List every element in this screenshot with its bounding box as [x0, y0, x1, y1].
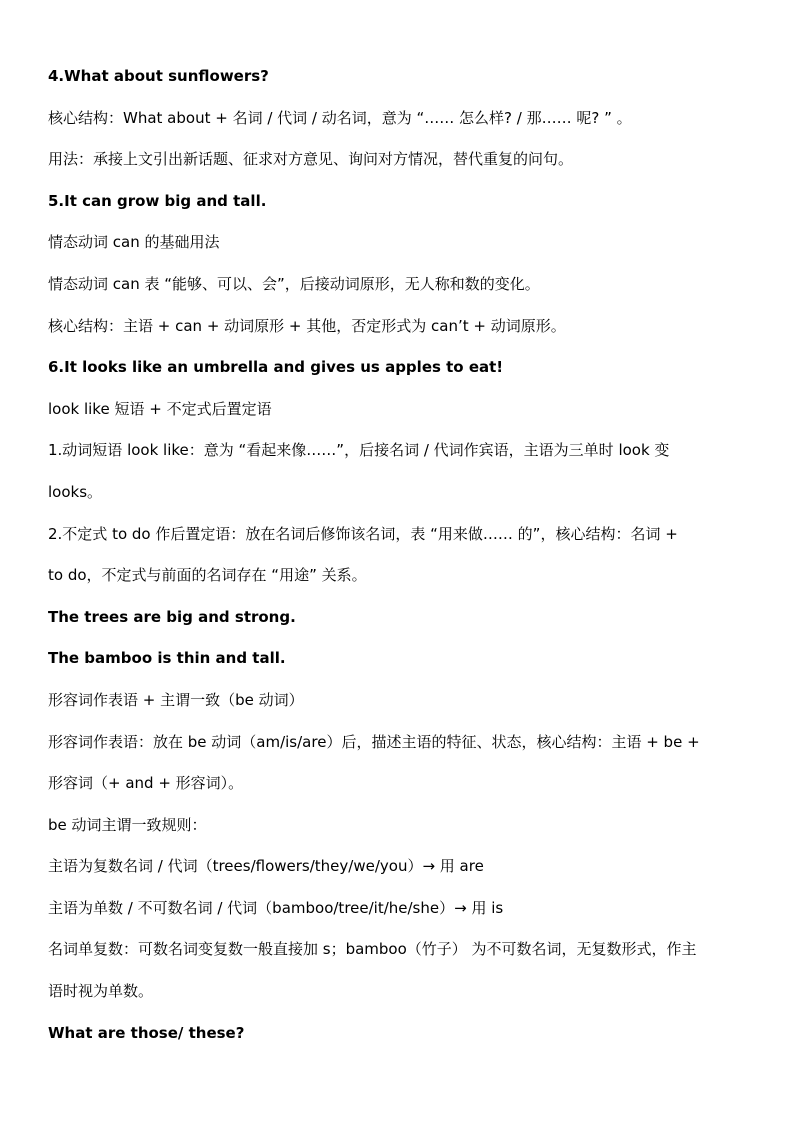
text-what-about-core-structure: 核心结构：What about + 名词 / 代词 / 动名词，意为 “…… 怎么样? / 那…… 呢? ” 。: [48, 108, 632, 127]
heading-bamboo-thin-tall: The bamboo is thin and tall.: [48, 649, 286, 668]
text-look-like-rule-1: 1.动词短语 look like：意为 “看起来像……”，后接名词 / 代词作宾语，主语为三单时 look 变: [48, 441, 670, 460]
text-can-basic-usage: 情态动词 can 的基础用法: [48, 233, 220, 252]
heading-looks-like-umbrella: 6.It looks like an umbrella and gives us apples to eat!: [48, 358, 504, 377]
text-be-agreement-singular: 主语为单数 / 不可数名词 / 代词（bamboo/tree/it/he/she）→ 用 is: [48, 898, 504, 917]
heading-what-are-those-these: What are those/ these?: [48, 1023, 245, 1042]
heading-it-can-grow: 5.It can grow big and tall.: [48, 191, 267, 210]
text-what-about-usage: 用法：承接上文引出新话题、征求对方意见、询问对方情况，替代重复的问句。: [48, 150, 574, 169]
text-noun-plural-rule: 名词单复数：可数名词变复数一般直接加 s；bamboo（竹子） 为不可数名词，无复数形式，作主: [48, 940, 697, 959]
text-infinitive-rule-2-cont: to do，不定式与前面的名词存在 “用途” 关系。: [48, 566, 367, 585]
text-look-like-rule-1-cont: looks。: [48, 482, 103, 501]
text-look-like-phrase: look like 短语 + 不定式后置定语: [48, 399, 272, 418]
text-be-agreement-title: be 动词主谓一致规则：: [48, 815, 207, 834]
text-adjective-predicative-rule-cont: 形容词（+ and + 形容词）。: [48, 774, 244, 793]
heading-what-about-sunflowers: 4.What about sunflowers?: [48, 67, 269, 85]
text-can-core-structure: 核心结构：主语 + can + 动词原形 + 其他，否定形式为 can’t + 动词原形。: [48, 316, 566, 335]
text-can-meaning: 情态动词 can 表 “能够、可以、会”，后接动词原形，无人称和数的变化。: [48, 274, 540, 293]
text-be-agreement-plural: 主语为复数名词 / 代词（trees/flowers/they/we/you）→ 用 are: [48, 857, 484, 876]
heading-trees-big-strong: The trees are big and strong.: [48, 607, 296, 626]
text-infinitive-rule-2: 2.不定式 to do 作后置定语：放在名词后修饰该名词，表 “用来做…… 的”，核心结构：名词 +: [48, 524, 678, 543]
text-adjective-predicative-rule: 形容词作表语：放在 be 动词（am/is/are）后，描述主语的特征、状态，核心结构：主语 + be +: [48, 732, 700, 751]
text-adjective-predicative: 形容词作表语 + 主谓一致（be 动词）: [48, 690, 304, 709]
text-noun-plural-rule-cont: 语时视为单数。: [48, 982, 154, 1001]
